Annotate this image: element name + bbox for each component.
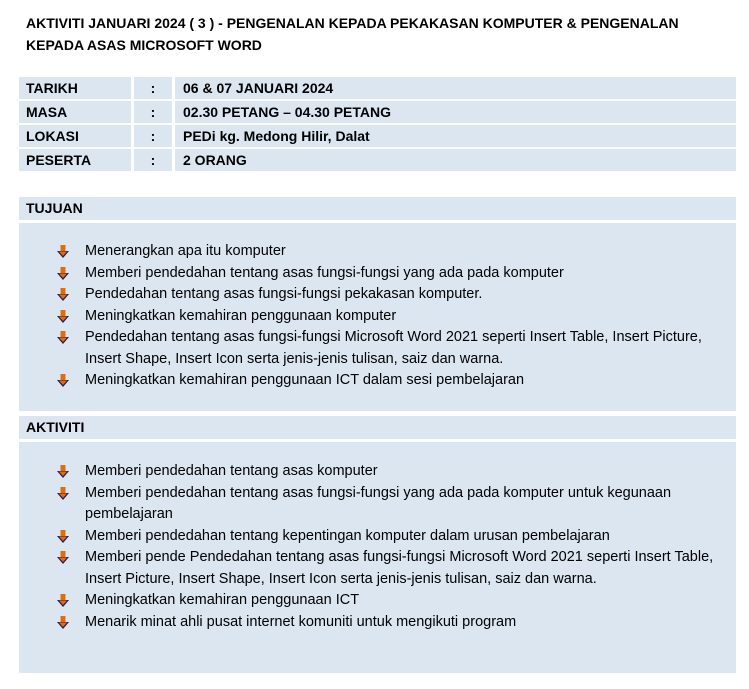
arrow-bullet-icon [57, 487, 69, 500]
section-body-aktiviti [19, 442, 736, 673]
arrow-bullet-icon [57, 551, 69, 564]
arrow-bullet-icon [57, 310, 69, 323]
aktiviti-list [19, 461, 736, 633]
arrow-bullet-icon [57, 530, 69, 543]
info-label: MASA [19, 101, 131, 123]
list-item-text: Memberi pendedahan tentang asas fungsi-fungsi yang ada pada komputer [85, 264, 564, 281]
info-row-peserta [19, 149, 736, 171]
arrow-bullet-icon [57, 267, 69, 280]
info-row-masa [19, 101, 736, 123]
info-value: PEDi kg. Medong Hilir, Dalat [175, 125, 736, 147]
arrow-bullet-icon [57, 245, 69, 258]
list-item-text: Meningkatkan kemahiran penggunaan komputer [85, 307, 397, 324]
section-heading-aktiviti: AKTIVITI [19, 416, 736, 439]
list-item [19, 612, 736, 634]
tujuan-list [19, 241, 736, 392]
info-value: 06 & 07 JANUARI 2024 [175, 77, 736, 99]
info-label: PESERTA [19, 149, 131, 171]
arrow-bullet-icon [57, 465, 69, 478]
arrow-bullet-icon [57, 616, 69, 629]
list-item-text: Memberi pendedahan tentang asas komputer [85, 463, 378, 479]
section-body-tujuan [19, 223, 736, 411]
list-item [19, 526, 736, 548]
info-row-tarikh [19, 77, 736, 99]
list-item [19, 241, 736, 263]
list-item-text: Menerangkan apa itu komputer [85, 243, 286, 259]
list-item-text: Memberi pendedahan tentang asas fungsi-fungsi yang ada pada komputer untuk kegunaan pembelajaran [85, 484, 672, 522]
info-separator: : [134, 101, 172, 123]
list-item [19, 284, 736, 306]
info-label: LOKASI [19, 125, 131, 147]
arrow-bullet-icon [57, 594, 69, 607]
arrow-bullet-icon [57, 288, 69, 301]
list-item-text: Memberi pendedahan tentang kepentingan komputer dalam urusan pembelajaran [85, 527, 610, 544]
info-row-lokasi [19, 125, 736, 147]
list-item-text: Meningkatkan kemahiran penggunaan ICT dalam sesi pembelajaran [85, 372, 525, 388]
info-separator: : [134, 77, 172, 99]
arrow-bullet-icon [57, 374, 69, 387]
list-item-text: Memberi pende Pendedahan tentang asas fungsi-fungsi Microsoft Word 2021 seperti Insert Table, Insert Picture, Insert Shape, Insert Icon serta jenis-jenis tulisan, saiz dan warna. [85, 549, 714, 587]
list-item [19, 483, 736, 526]
info-table [19, 77, 736, 173]
info-separator: : [134, 149, 172, 171]
list-item [19, 370, 736, 392]
list-item [19, 306, 736, 328]
info-label: TARIKH [19, 77, 131, 99]
list-item [19, 590, 736, 612]
list-item [19, 263, 736, 285]
list-item-text: Pendedahan tentang asas fungsi-fungsi pekakasan komputer. [85, 286, 483, 302]
list-item-text: Meningkatkan kemahiran penggunaan ICT [85, 592, 360, 608]
info-value: 02.30 PETANG – 04.30 PETANG [175, 101, 736, 123]
list-item-text: Menarik minat ahli pusat internet komuniti untuk mengikuti program [85, 613, 517, 630]
list-item [19, 547, 736, 590]
list-item-text: Pendedahan tentang asas fungsi-fungsi Microsoft Word 2021 seperti Insert Table, Insert Picture, Insert Shape, Insert Icon serta jenis-jenis tulisan, saiz dan warna. [85, 329, 702, 367]
document-title: AKTIVITI JANUARI 2024 ( 3 ) - PENGENALAN KEPADA PEKAKASAN KOMPUTER & PENGENALAN KEPADA ASAS MICROSOFT WORD [26, 15, 679, 53]
info-value: 2 ORANG [175, 149, 736, 171]
list-item [19, 327, 736, 370]
info-separator: : [134, 125, 172, 147]
list-item [19, 461, 736, 483]
arrow-bullet-icon [57, 331, 69, 344]
section-heading-tujuan: TUJUAN [19, 197, 736, 220]
